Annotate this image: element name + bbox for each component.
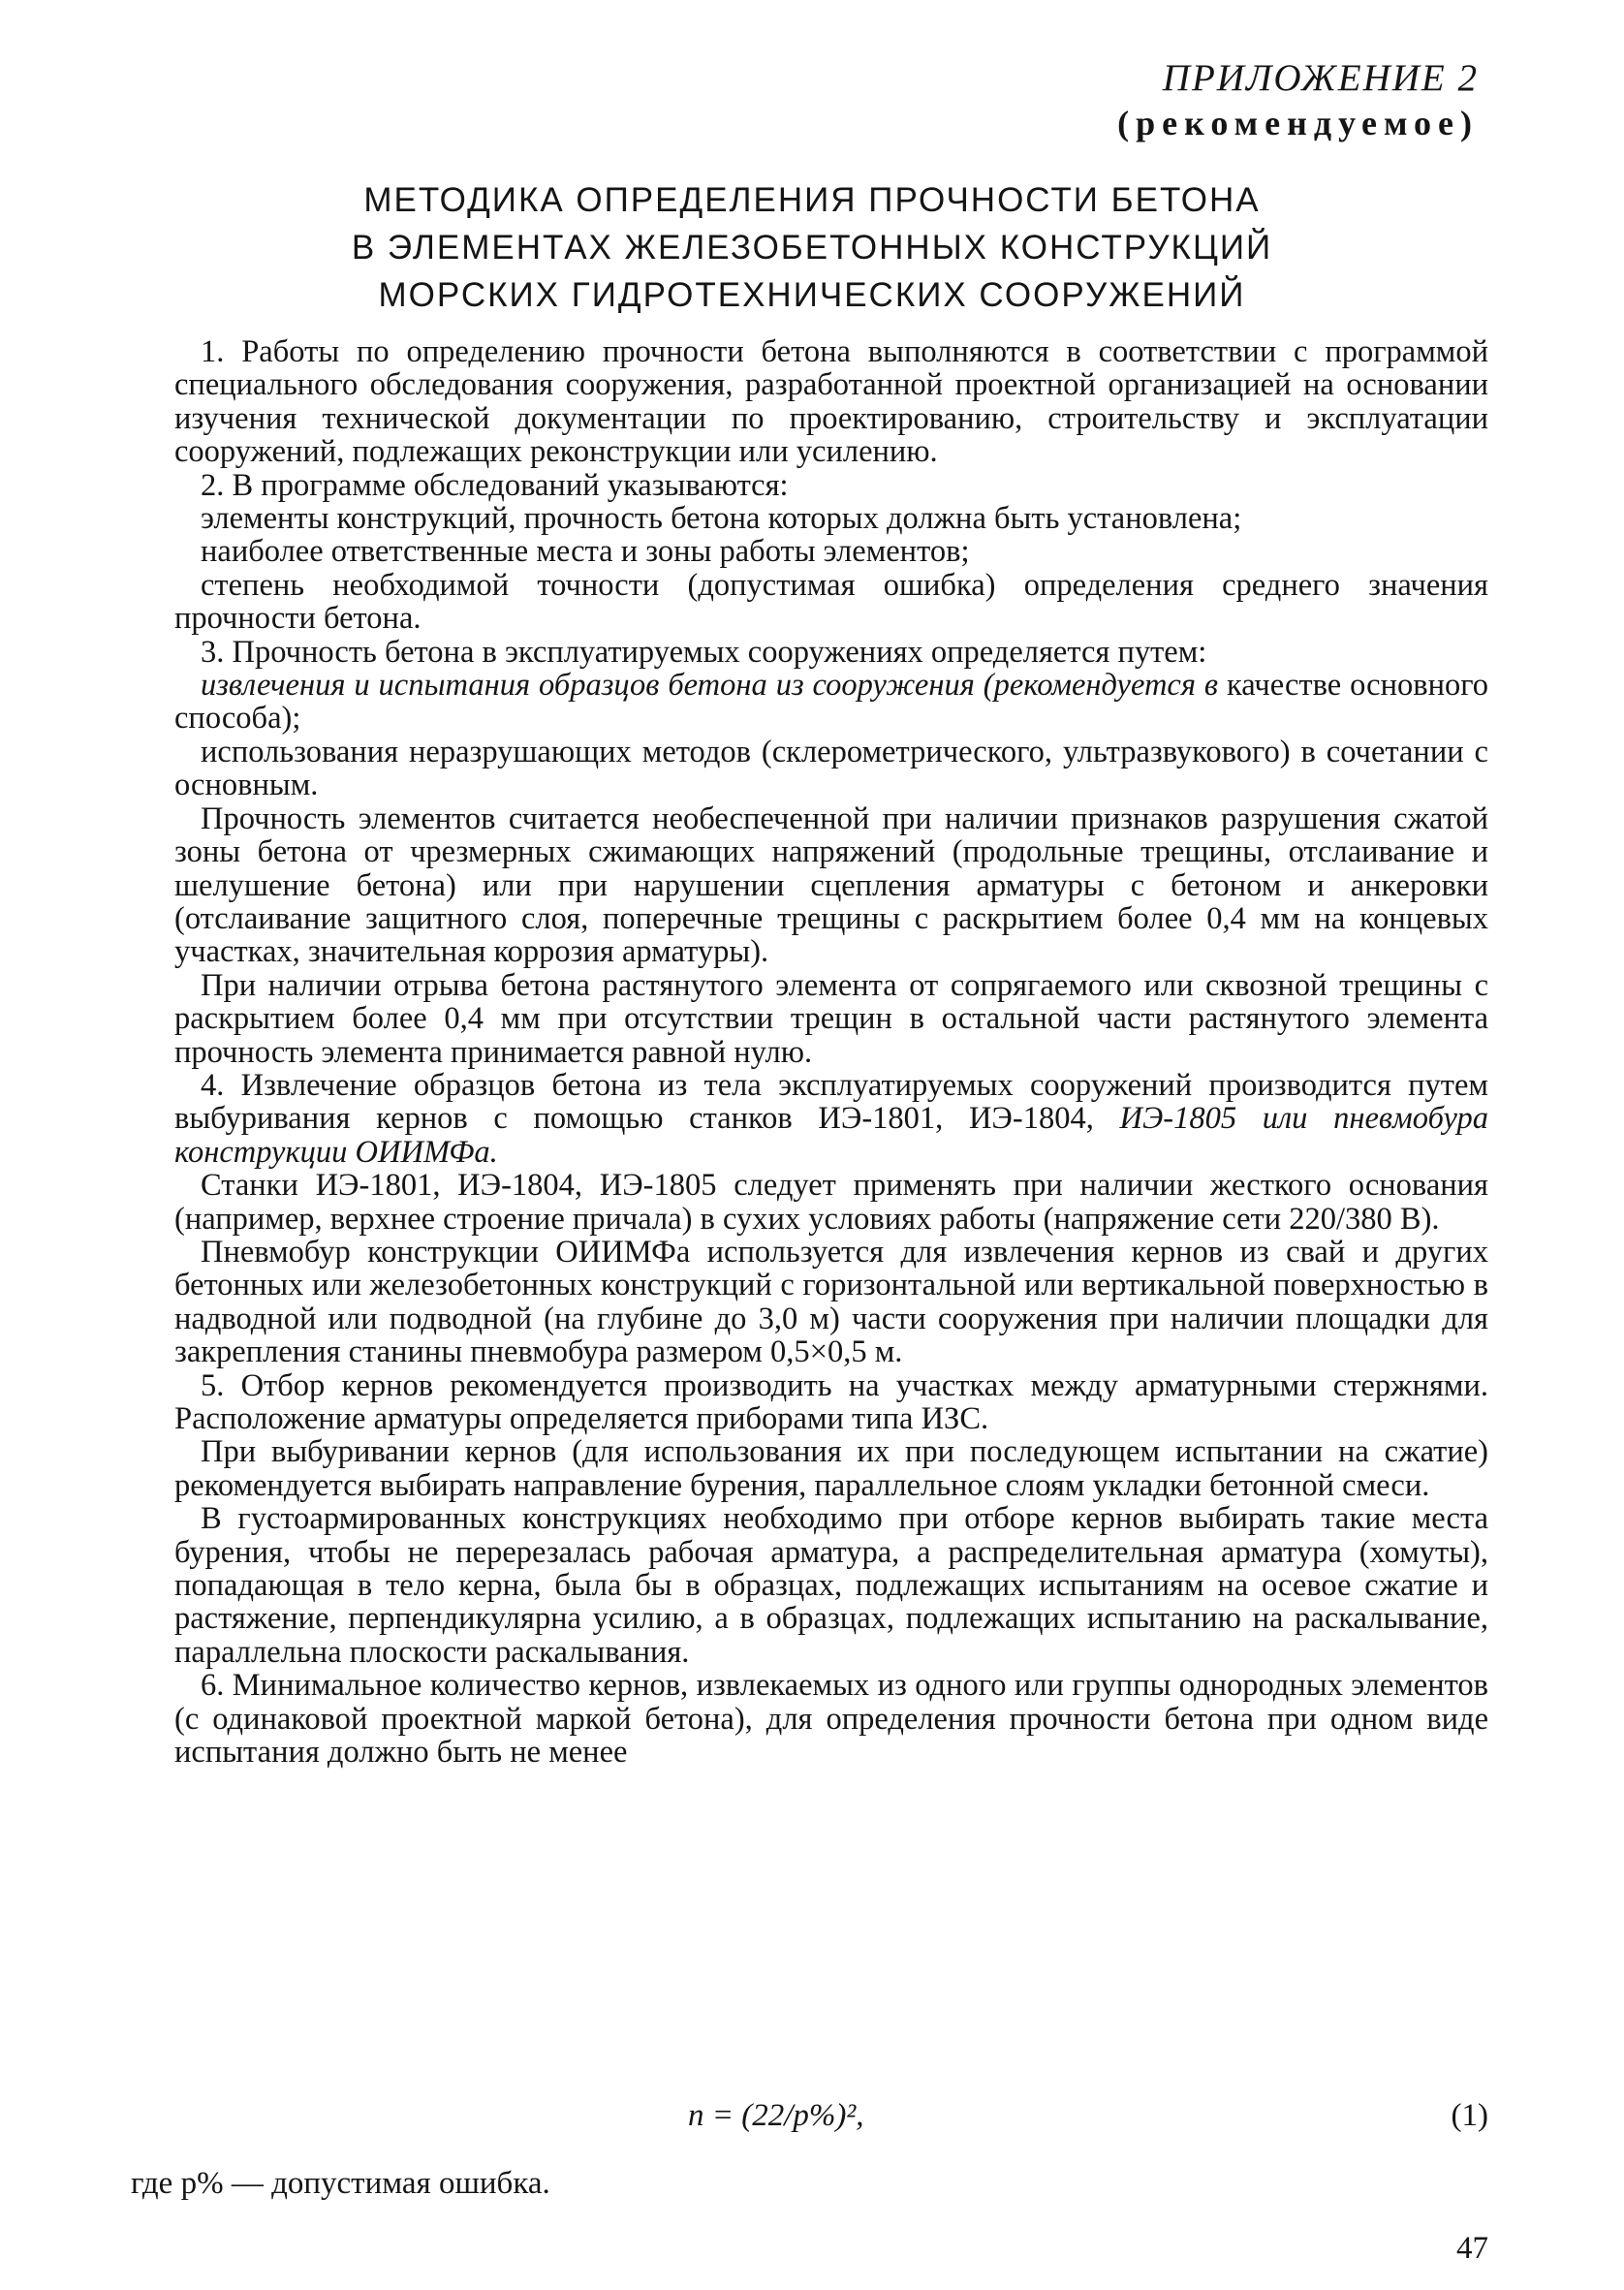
- paragraph-3a-italic: извлечения и испытания образцов бетона из сооружения (рекомендуется в: [201, 668, 1219, 704]
- paragraph-3b: использования неразрушающих методов (склерометрического, ультразвукового) в сочетании с основным.: [174, 734, 1488, 803]
- paragraph-4-italic: ИЭ-1805 или пневмобура конструкции ОИИМФа.: [174, 1101, 1488, 1170]
- paragraph-3d: При наличии отрыва бетона растянутого элемента от сопрягаемого или сквозной трещины с раскрытием более 0,4 мм при отсутствии трещин в остальной части растянутого элемента прочность элемента принимается равной нулю.: [174, 967, 1488, 1070]
- paragraph-4-start: 4. Извлечение образцов бетона из тела эксплуатируемых сооружений производится путем выбуривания кернов с помощью станков ИЭ-1801, ИЭ-1804,: [174, 1067, 1488, 1137]
- paragraph-4: [174, 1069, 1488, 1169]
- appendix-header: [1117, 56, 1479, 145]
- document-title: [145, 176, 1479, 319]
- paragraph-2c: степень необходимой точности (допустимая ошибка) определения среднего значения прочности бетона.: [174, 567, 1488, 637]
- paragraph-3a: [174, 669, 1488, 736]
- paragraph-2: 2. В программе обследований указываются:: [201, 467, 789, 503]
- paragraph-4b: Пневмобур конструкции ОИИМФа используется для извлечения кернов из свай и других бетонных или железобетонных конструкций с горизонтальной или вертикальной поверхностью в надводной или подводной (на глубине до 3,0 м) части сооружения при наличии площадки для закрепления станины пневмобура размером 0,5×0,5 м.: [174, 1234, 1488, 1370]
- document-body: [174, 335, 1488, 1769]
- paragraph-3a-rest: качестве основного способа);: [174, 668, 1488, 737]
- paragraph-5b: В густоармированных конструкциях необходимо при отборе кернов выбирать такие места бурения, чтобы не перерезалась рабочая арматура, а распределительная арматура (хомуты), попадающая в тело керна, была бы в образцах, подлежащих испытаниям на осевое сжатие и растяжение, перпендикулярна усилию, а в образцах, подлежащих испытанию на раскалывание, параллельна плоскости раскалывания.: [174, 1501, 1488, 1670]
- paragraph-5a: При выбуривании кернов (для использования их при последующем испытании на сжатие) рекомендуется выбирать направление бурения, параллельное слоям укладки бетонной смеси.: [174, 1434, 1488, 1503]
- paragraph-1: 1. Работы по определению прочности бетона выполняются в соответствии с программой специального обследования сооружения, разработанной проектной организацией на основании изучения технической документации по проектированию, строительству и эксплуатации сооружений, подлежащих реконструкции или усилению.: [174, 334, 1488, 470]
- appendix-status: (рекомендуемое): [1117, 104, 1479, 142]
- paragraph-5: 5. Отбор кернов рекомендуется производить на участках между арматурными стержнями. Расположение арматуры определяется приборами типа ИЗС.: [174, 1367, 1488, 1436]
- formula-expression: n = (22/p%)²,: [688, 2098, 864, 2133]
- paragraph-2a: элементы конструкций, прочность бетона которых должна быть установлена;: [201, 501, 1242, 537]
- title-line-2: В ЭЛЕМЕНТАХ ЖЕЛЕЗОБЕТОННЫХ КОНСТРУКЦИЙ: [351, 229, 1273, 267]
- formula-where: где p% — допустимая ошибка.: [131, 2166, 550, 2201]
- paragraph-3: 3. Прочность бетона в эксплуатируемых сооружениях определяется путем:: [201, 634, 1207, 670]
- page-number: 47: [1456, 2231, 1488, 2266]
- formula-row: [174, 2096, 1488, 2135]
- paragraph-6: 6. Минимальное количество кернов, извлекаемых из одного или группы однородных элементов (с одинаковой проектной маркой бетона), для определения прочности бетона при одном виде испытания должно быть не менее: [174, 1668, 1488, 1771]
- formula-number: (1): [1451, 2098, 1488, 2133]
- paragraph-2b: наиболее ответственные места и зоны работы элементов;: [201, 534, 970, 570]
- title-line-1: МЕТОДИКА ОПРЕДЕЛЕНИЯ ПРОЧНОСТИ БЕТОНА: [363, 181, 1261, 219]
- title-line-3: МОРСКИХ ГИДРОТЕХНИЧЕСКИХ СООРУЖЕНИЙ: [378, 276, 1246, 314]
- paragraph-4a: Станки ИЭ-1801, ИЭ-1804, ИЭ-1805 следует применять при наличии жесткого основания (например, верхнее строение причала) в сухих условиях работы (напряжение сети 220/380 В).: [174, 1168, 1488, 1237]
- appendix-title: ПРИЛОЖЕНИЕ 2: [1162, 57, 1479, 99]
- paragraph-3c: Прочность элементов считается необеспеченной при наличии признаков разрушения сжатой зоны бетона от чрезмерных сжимающих напряжений (продольные трещины, отслаивание и шелушение бетона) или при нарушении сцепления арматуры с бетоном и анкеровки (отслаивание защитного слоя, поперечные трещины с раскрытием более 0,4 мм на концевых участках, значительная коррозия арматуры).: [174, 800, 1488, 970]
